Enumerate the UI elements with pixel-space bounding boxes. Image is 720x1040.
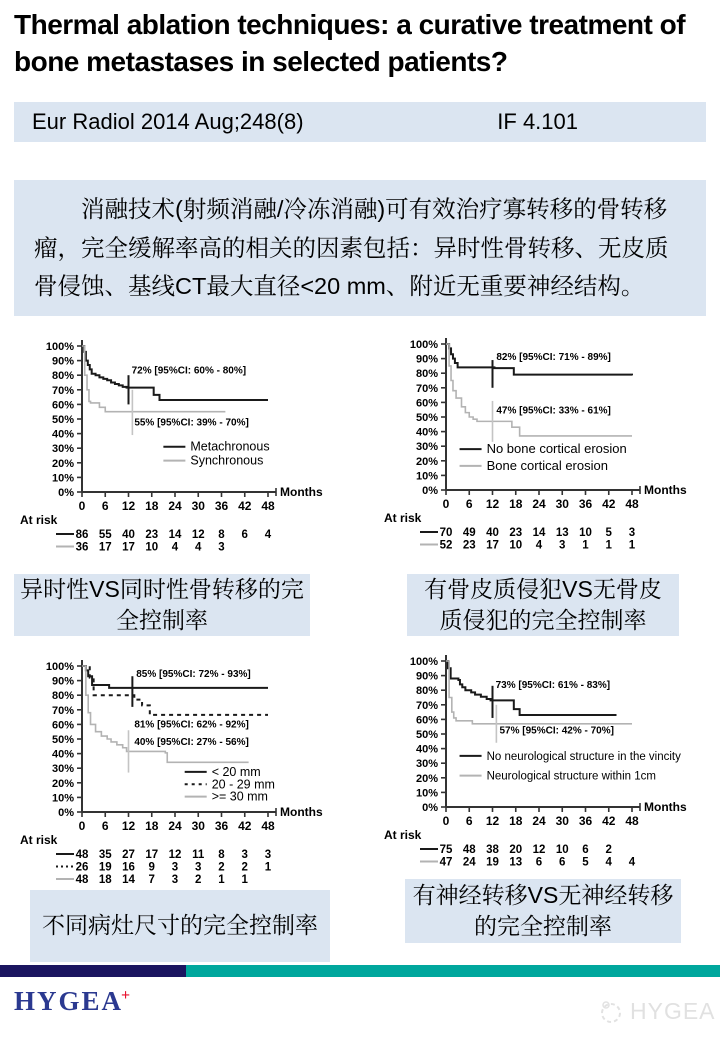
svg-text:6: 6 <box>101 499 109 513</box>
svg-text:14: 14 <box>168 529 182 541</box>
svg-text:80%: 80% <box>415 685 438 698</box>
svg-text:100%: 100% <box>409 656 438 668</box>
svg-text:12: 12 <box>168 849 182 861</box>
svg-text:24: 24 <box>168 499 182 513</box>
svg-text:50%: 50% <box>415 729 438 741</box>
km-chart-svg-4 <box>382 647 712 897</box>
svg-text:10%: 10% <box>415 470 438 483</box>
svg-text:24: 24 <box>532 814 546 828</box>
svg-text:0%: 0% <box>422 802 438 814</box>
at-risk-label: At risk <box>20 513 58 527</box>
legend-label: Synchronous <box>190 453 264 468</box>
series->= 30 mm <box>82 666 249 762</box>
svg-text:1: 1 <box>218 874 225 886</box>
svg-text:0: 0 <box>78 819 86 833</box>
ci-annotation: 85% [95%CI: 72% - 93%] <box>136 668 251 680</box>
svg-text:0: 0 <box>442 497 450 511</box>
svg-text:40: 40 <box>486 527 499 539</box>
svg-text:20%: 20% <box>415 455 438 468</box>
svg-text:48: 48 <box>625 814 639 828</box>
svg-text:12: 12 <box>191 529 205 541</box>
svg-text:16: 16 <box>122 861 135 874</box>
svg-text:19: 19 <box>486 856 499 869</box>
svg-text:24: 24 <box>168 819 182 833</box>
caption-neurological: 有神经转移VS无神经转移的完全控制率 <box>405 879 681 943</box>
legend-label: >= 30 mm <box>211 789 268 804</box>
svg-text:24: 24 <box>532 497 546 511</box>
svg-text:36: 36 <box>578 497 593 511</box>
svg-text:19: 19 <box>98 861 112 874</box>
caption-metachronous: 异时性VS同时性骨转移的完全控制率 <box>14 574 310 636</box>
svg-text:70%: 70% <box>415 382 438 395</box>
hygea-logo <box>14 986 130 1017</box>
ci-annotation: 72% [95%CI: 60% - 80%] <box>131 365 247 377</box>
svg-text:0%: 0% <box>422 485 438 497</box>
journal-bar <box>14 102 706 142</box>
watermark-circle-icon <box>598 999 624 1025</box>
svg-text:86: 86 <box>75 529 89 541</box>
svg-text:60%: 60% <box>415 714 438 727</box>
svg-text:10: 10 <box>145 541 159 554</box>
svg-text:2: 2 <box>218 861 225 874</box>
svg-text:40%: 40% <box>415 743 438 756</box>
svg-text:35: 35 <box>98 849 112 861</box>
svg-text:12: 12 <box>121 499 136 513</box>
svg-text:36: 36 <box>214 499 229 513</box>
svg-text:30%: 30% <box>415 441 438 454</box>
x-axis-label: Months <box>280 485 323 499</box>
svg-text:0: 0 <box>442 814 450 828</box>
svg-text:30%: 30% <box>51 443 74 456</box>
km-chart-metachronous-vs-synchronous <box>18 332 348 582</box>
legend-label: No bone cortical erosion <box>486 441 627 457</box>
svg-text:3: 3 <box>241 849 248 861</box>
svg-text:70: 70 <box>439 527 453 539</box>
svg-text:80%: 80% <box>51 370 74 383</box>
svg-text:4: 4 <box>171 541 179 554</box>
svg-text:80%: 80% <box>415 368 438 381</box>
km-chart-cortical-erosion <box>382 330 712 580</box>
svg-text:13: 13 <box>509 856 523 869</box>
svg-text:30: 30 <box>555 497 569 511</box>
svg-text:4: 4 <box>535 539 543 552</box>
svg-text:30%: 30% <box>51 763 74 776</box>
svg-text:3: 3 <box>559 539 566 552</box>
svg-text:4: 4 <box>195 541 202 554</box>
svg-text:6: 6 <box>465 814 473 828</box>
svg-text:4: 4 <box>264 529 272 541</box>
svg-text:23: 23 <box>145 529 159 541</box>
ci-annotation: 47% [95%CI: 33% - 61%] <box>496 405 611 417</box>
svg-text:7: 7 <box>148 874 155 886</box>
svg-text:30: 30 <box>555 814 569 828</box>
svg-text:17: 17 <box>486 539 499 552</box>
svg-text:10: 10 <box>579 527 592 539</box>
legend-label: 20 - 29 mm <box>211 777 275 792</box>
svg-text:4: 4 <box>605 856 612 869</box>
svg-text:11: 11 <box>192 849 205 861</box>
svg-text:48: 48 <box>75 849 89 861</box>
svg-text:42: 42 <box>238 819 252 833</box>
svg-text:6: 6 <box>465 497 473 511</box>
caption-cortical-erosion: 有骨皮质侵犯VS无骨皮质侵犯的完全控制率 <box>407 574 679 636</box>
svg-text:6: 6 <box>559 856 566 869</box>
ci-annotation: 82% [95%CI: 71% - 89%] <box>496 352 611 364</box>
x-axis-label: Months <box>644 800 687 814</box>
svg-text:17: 17 <box>145 849 159 861</box>
svg-text:48: 48 <box>261 819 275 833</box>
svg-text:3: 3 <box>171 861 179 874</box>
svg-text:100%: 100% <box>45 341 74 353</box>
svg-text:20%: 20% <box>51 457 74 470</box>
svg-text:17: 17 <box>122 541 135 554</box>
svg-text:60%: 60% <box>51 719 74 732</box>
svg-text:2: 2 <box>241 861 248 874</box>
footer-navy-bar <box>0 965 186 977</box>
svg-text:20: 20 <box>509 844 523 856</box>
svg-text:6: 6 <box>535 856 543 869</box>
x-axis-label: Months <box>280 805 323 819</box>
svg-text:10: 10 <box>509 539 523 552</box>
svg-text:38: 38 <box>486 844 499 856</box>
legend-label: Bone cortical erosion <box>486 457 608 473</box>
svg-text:30: 30 <box>191 499 205 513</box>
svg-text:20%: 20% <box>415 772 438 785</box>
svg-text:18: 18 <box>145 499 159 513</box>
watermark-text: HYGEA <box>630 998 716 1024</box>
km-chart-lesion-size <box>18 652 348 902</box>
logo-red-cross-icon: + <box>121 987 131 1004</box>
svg-text:18: 18 <box>145 819 159 833</box>
svg-text:36: 36 <box>75 541 89 554</box>
svg-text:12: 12 <box>485 814 500 828</box>
svg-text:80%: 80% <box>51 690 74 703</box>
svg-text:6: 6 <box>101 819 109 833</box>
svg-text:3: 3 <box>218 541 225 554</box>
svg-text:70%: 70% <box>415 699 438 712</box>
svg-text:48: 48 <box>625 497 639 511</box>
svg-text:36: 36 <box>578 814 593 828</box>
footer-teal-bar <box>186 965 720 977</box>
svg-text:0%: 0% <box>58 487 74 499</box>
svg-text:3: 3 <box>264 849 272 861</box>
svg-text:42: 42 <box>602 814 616 828</box>
svg-text:47: 47 <box>439 856 453 869</box>
svg-text:8: 8 <box>218 529 225 541</box>
svg-text:10: 10 <box>555 844 569 856</box>
svg-text:75: 75 <box>439 844 453 856</box>
svg-text:6: 6 <box>241 529 248 541</box>
at-risk-label: At risk <box>384 828 422 842</box>
svg-text:3: 3 <box>171 874 179 886</box>
svg-text:50%: 50% <box>51 734 74 746</box>
impact-factor: IF 4.101 <box>497 109 578 134</box>
svg-text:90%: 90% <box>415 353 438 366</box>
svg-text:42: 42 <box>238 499 252 513</box>
ci-annotation: 55% [95%CI: 39% - 70%] <box>134 417 249 429</box>
legend-label: Neurological structure within 1cm <box>486 770 656 783</box>
svg-text:40%: 40% <box>51 428 74 441</box>
svg-text:90%: 90% <box>51 355 74 368</box>
svg-text:2: 2 <box>605 844 612 856</box>
svg-text:48: 48 <box>75 874 89 886</box>
hygea-logo-text: HYGEA <box>14 986 124 1016</box>
svg-text:6: 6 <box>582 844 589 856</box>
svg-text:42: 42 <box>602 497 616 511</box>
svg-text:18: 18 <box>509 497 523 511</box>
svg-text:48: 48 <box>462 844 476 856</box>
caption-lesion-size: 不同病灶尺寸的完全控制率 <box>30 890 330 962</box>
km-chart-svg-1 <box>18 332 348 582</box>
km-chart-svg-3 <box>18 652 348 902</box>
svg-text:48: 48 <box>261 499 275 513</box>
legend-label: < 20 mm <box>211 764 261 779</box>
svg-text:40: 40 <box>122 529 135 541</box>
svg-text:52: 52 <box>439 539 453 552</box>
x-axis-label: Months <box>644 483 687 497</box>
page-title: Thermal ablation techniques: a curative treatment of bone metastases in selected patients? <box>14 9 686 78</box>
km-chart-neurological-structure <box>382 647 712 897</box>
svg-text:2: 2 <box>195 874 202 886</box>
svg-text:5: 5 <box>582 856 589 869</box>
svg-text:30%: 30% <box>415 758 438 771</box>
ci-annotation: 57% [95%CI: 42% - 70%] <box>499 725 614 737</box>
svg-text:4: 4 <box>628 856 636 869</box>
svg-text:12: 12 <box>485 497 500 511</box>
svg-text:23: 23 <box>509 527 523 539</box>
svg-text:60%: 60% <box>415 397 438 410</box>
ci-annotation: 40% [95%CI: 27% - 56%] <box>134 736 249 748</box>
ci-annotation: 81% [95%CI: 62% - 92%] <box>134 719 249 731</box>
svg-text:0%: 0% <box>58 807 74 819</box>
svg-text:14: 14 <box>122 874 135 886</box>
svg-text:10%: 10% <box>51 472 74 485</box>
svg-text:0: 0 <box>78 499 86 513</box>
svg-text:9: 9 <box>148 861 155 874</box>
svg-text:70%: 70% <box>51 704 74 717</box>
svg-text:3: 3 <box>628 527 636 539</box>
svg-text:18: 18 <box>98 874 112 886</box>
svg-text:90%: 90% <box>415 670 438 683</box>
svg-text:1: 1 <box>605 539 612 552</box>
svg-text:12: 12 <box>532 844 546 856</box>
svg-text:5: 5 <box>605 527 612 539</box>
svg-text:50%: 50% <box>51 414 74 426</box>
svg-text:26: 26 <box>75 861 89 874</box>
svg-text:60%: 60% <box>51 399 74 412</box>
legend-label: No neurological structure in the vincity <box>486 750 681 763</box>
svg-text:12: 12 <box>121 819 136 833</box>
at-risk-label: At risk <box>20 833 58 847</box>
svg-text:14: 14 <box>532 527 546 539</box>
svg-text:18: 18 <box>509 814 523 828</box>
hygea-watermark <box>598 998 716 1025</box>
svg-text:10%: 10% <box>51 792 74 805</box>
svg-text:100%: 100% <box>409 339 438 351</box>
svg-text:50%: 50% <box>415 412 438 424</box>
journal-citation: Eur Radiol 2014 Aug;248(8) <box>32 109 304 134</box>
km-chart-svg-2 <box>382 330 712 580</box>
svg-text:100%: 100% <box>45 661 74 673</box>
svg-text:70%: 70% <box>51 384 74 397</box>
at-risk-label: At risk <box>384 511 422 525</box>
legend-label: Metachronous <box>190 439 270 454</box>
svg-text:90%: 90% <box>51 675 74 688</box>
svg-text:20%: 20% <box>51 777 74 790</box>
svg-text:24: 24 <box>462 856 476 869</box>
svg-text:40%: 40% <box>415 426 438 439</box>
ci-annotation: 73% [95%CI: 61% - 83%] <box>495 680 611 692</box>
svg-text:1: 1 <box>628 539 636 552</box>
svg-text:55: 55 <box>98 529 112 541</box>
svg-text:17: 17 <box>98 541 112 554</box>
svg-text:36: 36 <box>214 819 229 833</box>
svg-text:23: 23 <box>462 539 476 552</box>
svg-text:27: 27 <box>122 849 135 861</box>
svg-text:13: 13 <box>555 527 569 539</box>
svg-text:3: 3 <box>195 861 202 874</box>
summary-text-cn: 消融技术(射频消融/冷冻消融)可有效治疗寡转移的骨转移瘤，完全缓解率高的相关的因素包括：异时性骨转移、无皮质骨侵蚀、基线CT最大直径<20 mm、附近无重要神经结构。 <box>14 180 706 316</box>
svg-text:1: 1 <box>582 539 589 552</box>
svg-text:30: 30 <box>191 819 205 833</box>
svg-text:8: 8 <box>218 849 225 861</box>
svg-text:1: 1 <box>264 861 272 874</box>
svg-text:49: 49 <box>462 527 476 539</box>
svg-text:10%: 10% <box>415 787 438 800</box>
svg-text:1: 1 <box>241 874 248 886</box>
svg-text:40%: 40% <box>51 748 74 761</box>
